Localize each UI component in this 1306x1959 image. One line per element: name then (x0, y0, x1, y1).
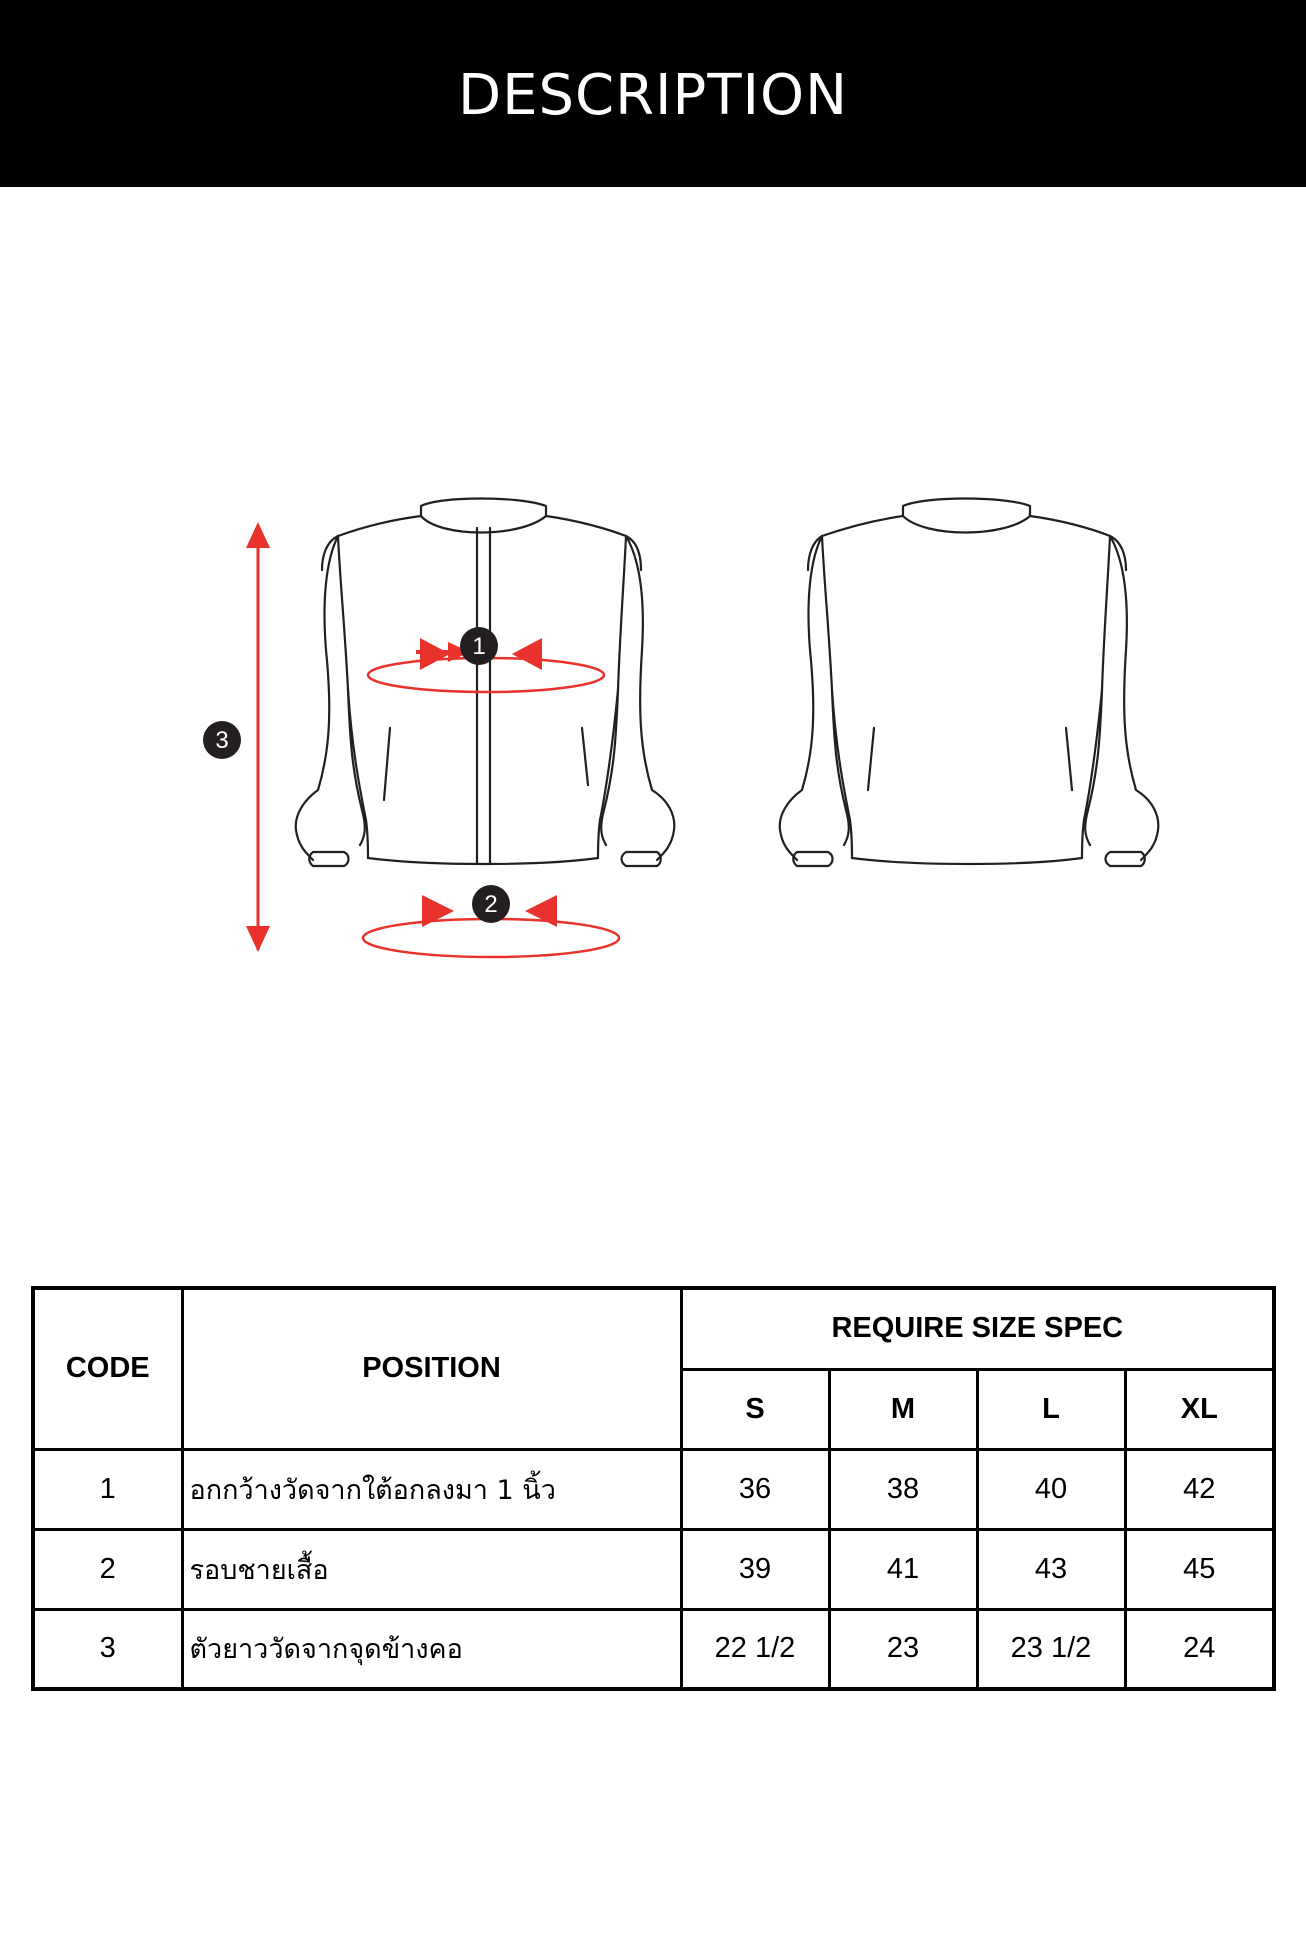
table-header-row (33, 1288, 1274, 1369)
front-right-cuff (622, 852, 661, 866)
hem-arrow-left-head (422, 895, 454, 927)
back-dart-left (868, 728, 874, 790)
row-value-xl: 45 (1125, 1529, 1274, 1609)
row-code: 2 (33, 1529, 182, 1609)
row-value-xl: 42 (1125, 1449, 1274, 1529)
row-code: 1 (33, 1449, 182, 1529)
header-code: CODE (33, 1288, 182, 1449)
row-position: รอบชายเสื้อ (182, 1529, 681, 1609)
back-right-sleeve (1110, 536, 1158, 860)
measurements (203, 522, 619, 957)
row-value-m: 38 (829, 1449, 977, 1529)
marker-2-label: 2 (484, 891, 498, 918)
front-right-sleeve (626, 536, 674, 860)
length-arrow-bottom (246, 926, 270, 952)
hem-ellipse (363, 919, 619, 957)
front-view (296, 499, 675, 867)
size-m: M (829, 1369, 977, 1449)
hem-arrow-right-head (525, 895, 557, 927)
back-left-cuff (793, 852, 832, 866)
front-left-shoulder (322, 516, 421, 570)
header-size-spec: REQUIRE SIZE SPEC (681, 1288, 1274, 1369)
front-hem (368, 858, 598, 864)
table-row (33, 1609, 1274, 1689)
header-position: POSITION (182, 1288, 681, 1449)
row-value-l: 40 (977, 1449, 1125, 1529)
front-left-sleeve (296, 536, 338, 860)
page-title: DESCRIPTION (457, 63, 849, 128)
size-spec-table (31, 1286, 1276, 1691)
back-right-shoulder (1030, 516, 1126, 570)
size-s: S (681, 1369, 829, 1449)
front-dart-right (582, 728, 588, 785)
garment-diagram (0, 460, 1306, 980)
back-collar (903, 499, 1030, 533)
back-view (780, 499, 1159, 867)
size-xl: XL (1125, 1369, 1274, 1449)
marker-3-label: 3 (215, 727, 229, 754)
row-value-s: 22 1/2 (681, 1609, 829, 1689)
back-right-cuff (1106, 852, 1145, 866)
back-left-sleeve (780, 536, 822, 860)
chest-arrow-left-head (420, 638, 450, 670)
front-left-cuff (309, 852, 348, 866)
marker-1-label: 1 (472, 633, 486, 660)
back-hem (852, 858, 1082, 864)
row-code: 3 (33, 1609, 182, 1689)
front-collar (421, 499, 546, 533)
row-position: อกกว้างวัดจากใต้อกลงมา 1 นิ้ว (182, 1449, 681, 1529)
row-value-s: 39 (681, 1529, 829, 1609)
table-row (33, 1449, 1274, 1529)
back-dart-right (1066, 728, 1072, 790)
row-position: ตัวยาววัดจากจุดข้างคอ (182, 1609, 681, 1689)
row-value-m: 41 (829, 1529, 977, 1609)
front-placket (477, 528, 490, 864)
page-header (0, 0, 1306, 187)
row-value-l: 23 1/2 (977, 1609, 1125, 1689)
table-row (33, 1529, 1274, 1609)
row-value-m: 23 (829, 1609, 977, 1689)
chest-arrow-right-head (512, 638, 542, 670)
row-value-s: 36 (681, 1449, 829, 1529)
row-value-xl: 24 (1125, 1609, 1274, 1689)
size-l: L (977, 1369, 1125, 1449)
front-dart-left (384, 728, 390, 800)
garment-diagram-svg (0, 460, 1306, 980)
length-arrow-top (246, 522, 270, 548)
row-value-l: 43 (977, 1529, 1125, 1609)
